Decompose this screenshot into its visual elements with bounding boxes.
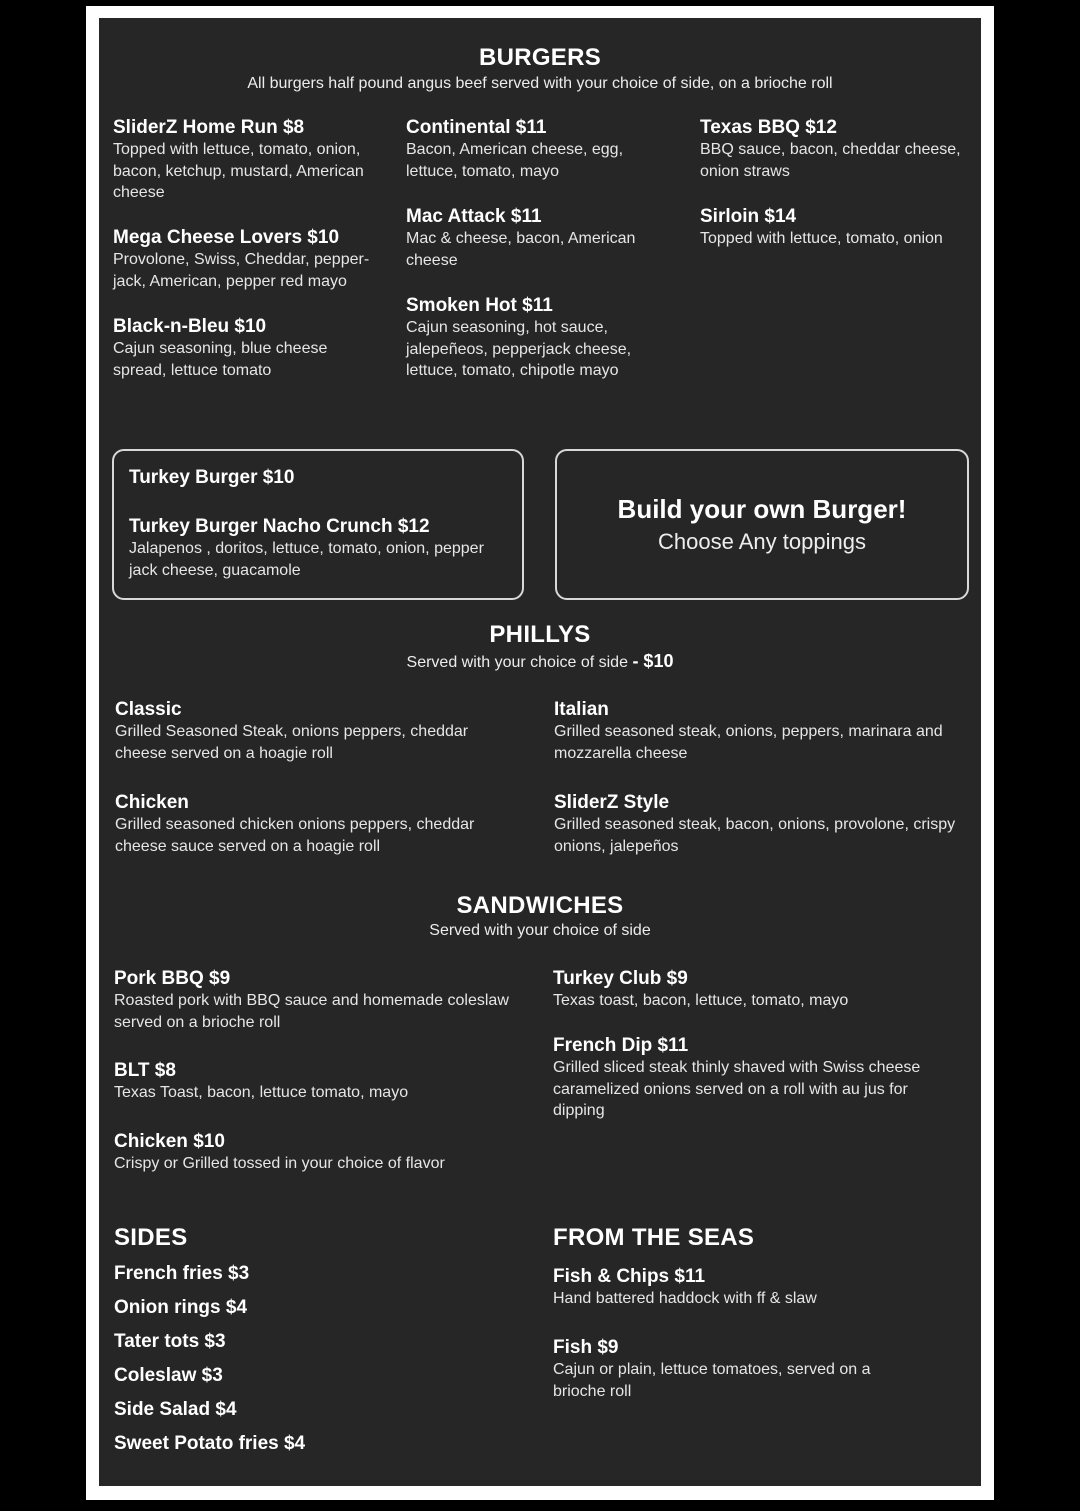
side-item: Onion rings $4 xyxy=(114,1297,248,1318)
item-description: BBQ sauce, bacon, cheddar cheese, onion straws xyxy=(700,141,961,180)
burgers-subtitle: All burgers half pound angus beef served with your choice of side, on a brioche roll xyxy=(247,75,833,92)
burger-item xyxy=(700,116,970,182)
side-item: Sweet Potato fries $4 xyxy=(114,1433,306,1454)
build-your-own-title: Build your own Burger! xyxy=(617,494,907,524)
item-description: Roasted pork with BBQ sauce and homemade coleslaw served on a brioche roll xyxy=(114,992,509,1031)
item-description: Grilled seasoned steak, bacon, onions, provolone, crispy onions, jalepeños xyxy=(554,816,956,855)
burger-item xyxy=(113,315,358,381)
item-description: Cajun seasoning, hot sauce, jalepeñeos, pepperjack cheese, lettuce, tomato, chipotle mayo xyxy=(406,319,632,379)
item-name: Turkey Club $9 xyxy=(553,968,688,989)
sandwich-item xyxy=(553,967,963,1012)
turkey-burger-box xyxy=(112,449,524,600)
item-name: Black-n-Bleu $10 xyxy=(113,316,267,337)
build-your-own-box xyxy=(555,449,969,600)
sandwich-item xyxy=(114,1059,529,1104)
item-description: Bacon, American cheese, egg, lettuce, tomato, mayo xyxy=(406,141,624,180)
philly-item xyxy=(554,698,974,764)
philly-item xyxy=(115,791,515,857)
item-description: Grilled seasoned steak, onions, peppers, marinara and mozzarella cheese xyxy=(554,723,943,762)
item-name: Texas BBQ $12 xyxy=(700,117,837,138)
seas-item xyxy=(553,1265,913,1310)
item-description: Texas toast, bacon, lettuce, tomato, mayo xyxy=(553,992,849,1009)
item-name: Smoken Hot $11 xyxy=(406,295,553,316)
item-name: Mac Attack $11 xyxy=(406,206,542,227)
side-item: Coleslaw $3 xyxy=(114,1365,223,1386)
item-name: Chicken xyxy=(115,792,189,813)
sandwich-item xyxy=(114,967,529,1033)
sandwiches-subtitle: Served with your choice of side xyxy=(429,922,651,939)
item-name: Mega Cheese Lovers $10 xyxy=(113,227,340,248)
item-name: Continental $11 xyxy=(406,117,547,138)
item-name: Chicken $10 xyxy=(114,1131,225,1152)
item-name: SliderZ Home Run $8 xyxy=(113,117,305,138)
item-description: Grilled seasoned chicken onions peppers, cheddar cheese sauce served on a hoagie roll xyxy=(115,816,475,855)
burger-item xyxy=(406,205,656,271)
philly-item xyxy=(554,791,974,857)
item-description: Jalapenos , doritos, lettuce, tomato, onion, pepper jack cheese, guacamole xyxy=(129,540,484,579)
menu-board xyxy=(99,18,981,1486)
burger-item xyxy=(406,294,656,382)
sides-heading: SIDES xyxy=(114,1224,188,1251)
burger-item xyxy=(113,226,388,292)
item-name: Classic xyxy=(115,699,182,720)
item-description: Texas Toast, bacon, lettuce tomato, mayo xyxy=(114,1084,409,1101)
seas-heading: FROM THE SEAS xyxy=(553,1224,755,1251)
item-name: SliderZ Style xyxy=(554,792,670,813)
item-description: Hand battered haddock with ff & slaw xyxy=(553,1290,817,1307)
item-name: Italian xyxy=(554,699,609,720)
side-item: Tater tots $3 xyxy=(114,1331,226,1352)
seas-item xyxy=(553,1336,898,1402)
item-description: Grilled Seasoned Steak, onions peppers, cheddar cheese served on a hoagie roll xyxy=(115,723,469,762)
philly-item xyxy=(115,698,515,764)
item-name: Pork BBQ $9 xyxy=(114,968,231,989)
item-name: French Dip $11 xyxy=(553,1035,689,1056)
item-description: Mac & cheese, bacon, American cheese xyxy=(406,230,636,269)
item-name: BLT $8 xyxy=(114,1060,176,1081)
phillys-heading: PHILLYS xyxy=(489,621,591,648)
burger-item xyxy=(113,116,388,204)
item-name: Turkey Burger Nacho Crunch $12 xyxy=(129,516,430,537)
sandwich-item xyxy=(553,1034,938,1122)
item-name: Sirloin $14 xyxy=(700,206,797,227)
item-name: Fish $9 xyxy=(553,1337,619,1358)
side-item: French fries $3 xyxy=(114,1263,250,1284)
item-name: Fish & Chips $11 xyxy=(553,1266,706,1287)
item-description: Grilled sliced steak thinly shaved with Swiss cheese caramelized onions served on a roll with au jus for dipping xyxy=(553,1059,921,1119)
build-your-own-subtitle: Choose Any toppings xyxy=(658,529,866,554)
turkey-burger-name: Turkey Burger $10 xyxy=(129,467,295,488)
side-item: Side Salad $4 xyxy=(114,1399,237,1420)
phillys-subtitle-text: Served with your choice of side xyxy=(406,654,628,671)
phillys-subtitle xyxy=(99,651,981,672)
item-description: Provolone, Swiss, Cheddar, pepper-jack, American, pepper red mayo xyxy=(113,251,370,290)
item-description: Topped with lettuce, tomato, onion, bacon, ketchup, mustard, American cheese xyxy=(113,141,364,201)
burger-item xyxy=(406,116,656,182)
item-description: Topped with lettuce, tomato, onion xyxy=(700,230,943,247)
sandwiches-heading: SANDWICHES xyxy=(456,892,624,919)
sandwich-item xyxy=(114,1130,529,1175)
item-description: Crispy or Grilled tossed in your choice of flavor xyxy=(114,1155,445,1172)
turkey-nacho-item xyxy=(129,515,509,581)
item-description: Cajun or plain, lettuce tomatoes, served on a brioche roll xyxy=(553,1361,871,1400)
burger-item xyxy=(700,205,975,250)
item-description: Cajun seasoning, blue cheese spread, lettuce tomato xyxy=(113,340,328,379)
burgers-heading: BURGERS xyxy=(478,44,602,71)
phillys-price: - $10 xyxy=(632,651,674,671)
